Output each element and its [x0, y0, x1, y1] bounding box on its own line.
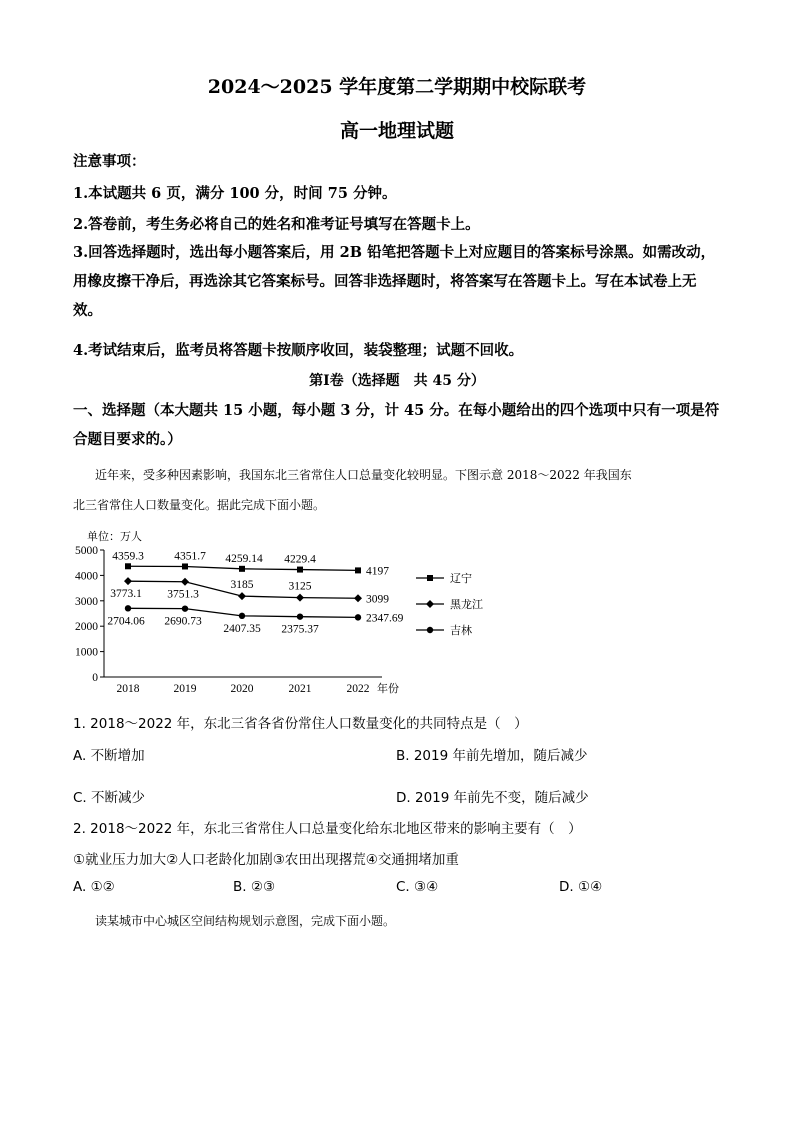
x-tick-label: 2018	[116, 683, 140, 695]
q2-stem: 2. 2018～2022 年，东北三省常住人口总量变化给东北地区带来的影响主要有（ ）	[73, 821, 582, 837]
y-tick-label: 4000	[75, 570, 98, 583]
q1-option-b: B. 2019 年前先增加，随后减少	[396, 748, 588, 764]
legend-label: 黑龙江	[450, 599, 483, 611]
q2-option-c: C. ③④	[396, 879, 439, 895]
data-label: 3185	[230, 579, 254, 592]
material-1-line-1: 近年来，受多种因素影响，我国东北三省常住人口总量变化较明显。下图示意 2018～2022 年我国东	[95, 468, 632, 482]
x-tick-label: 2019	[173, 683, 197, 695]
data-point-circle	[355, 614, 361, 620]
data-label: 3773.1	[110, 588, 142, 601]
data-point-circle	[125, 605, 131, 611]
note-item-3: 3.回答选择题时，选出每小题答案后，用 2B 铅笔把答题卡上对应题目的答案标号涂黑。如需改动，用橡皮擦干净后，再选涂其它答案标号。回答非选择题时，将答案写在答题卡上。写在本试卷上无效。	[73, 244, 716, 319]
data-label: 4351.7	[174, 550, 206, 563]
note-item-2: 2.答卷前，考生务必将自己的姓名和准考证号填写在答题卡上。	[73, 216, 480, 233]
note-item-1: 1.本试题共 6 页，满分 100 分，时间 75 分钟。	[73, 185, 397, 202]
legend-label: 吉林	[450, 625, 472, 637]
legend-label: 辽宁	[450, 573, 472, 585]
q1-stem: 1. 2018～2022 年，东北三省各省份常住人口数量变化的共同特点是（ ）	[73, 716, 528, 732]
data-point-diamond	[296, 594, 304, 602]
data-point-square	[125, 563, 131, 569]
data-label: 4197	[366, 565, 389, 578]
population-line-chart	[60, 522, 490, 700]
chart-unit-label: 单位：万人	[87, 531, 142, 543]
data-label: 4229.4	[284, 553, 316, 566]
exam-subtitle: 高一地理试题	[339, 120, 454, 142]
data-point-square	[182, 563, 188, 569]
q1-option-d: D. 2019 年前先不变，随后减少	[396, 790, 589, 806]
q2-option-a: A. ①②	[73, 879, 115, 895]
data-point-square	[297, 567, 303, 573]
y-tick-label: 2000	[75, 621, 98, 634]
section-title: 第Ⅰ卷（选择题 共 45 分）	[309, 373, 485, 389]
notes-heading: 注意事项：	[73, 153, 146, 170]
data-point-square	[239, 566, 245, 572]
material-1-line-2: 北三省常住人口数量变化。据此完成下面小题。	[73, 498, 326, 512]
data-point-circle	[239, 613, 245, 619]
x-tick-label: 2021	[288, 683, 312, 695]
data-label: 4259.14	[225, 552, 263, 565]
y-tick-label: 1000	[75, 646, 98, 659]
legend-marker-square	[427, 575, 433, 581]
data-label: 3125	[288, 580, 312, 593]
data-label: 3751.3	[167, 588, 199, 601]
q1-option-c: C. 不断减少	[73, 790, 146, 806]
data-label: 2690.73	[164, 615, 202, 628]
material-2: 读某城市中心城区空间结构规划示意图，完成下面小题。	[95, 914, 396, 928]
legend-marker-circle	[427, 627, 433, 633]
q2-items: ①就业压力加大②人口老龄化加剧③农田出现撂荒④交通拥堵加重	[73, 852, 459, 868]
x-axis-label: 年份	[377, 683, 399, 695]
data-label: 2704.06	[107, 615, 145, 628]
data-point-square	[355, 567, 361, 573]
q2-option-d: D. ①④	[559, 879, 603, 895]
x-tick-label: 2022	[346, 683, 370, 695]
data-label: 4359.3	[112, 550, 144, 563]
x-tick-label: 2020	[230, 683, 254, 695]
data-label: 2407.35	[223, 622, 261, 635]
data-point-circle	[297, 613, 303, 619]
note-item-4: 4.考试结束后，监考员将答题卡按顺序收回，装袋整理；试题不回收。	[73, 342, 524, 359]
legend-marker-diamond	[426, 600, 434, 608]
data-point-diamond	[238, 592, 246, 600]
data-label: 3099	[366, 593, 389, 606]
exam-title: 2024～2025 学年度第二学期期中校际联考	[207, 76, 587, 98]
q2-option-b: B. ②③	[233, 879, 276, 895]
y-tick-label: 0	[92, 672, 98, 684]
data-label: 2375.37	[281, 623, 319, 636]
data-point-diamond	[124, 577, 132, 585]
data-point-diamond	[354, 594, 362, 602]
y-tick-label: 3000	[75, 595, 98, 608]
y-tick-label: 5000	[75, 545, 98, 557]
q1-option-a: A. 不断增加	[73, 748, 145, 764]
data-label: 2347.69	[366, 612, 404, 625]
data-point-circle	[182, 605, 188, 611]
section-instruction: 一、选择题（本大题共 15 小题，每小题 3 分，计 45 分。在每小题给出的四个选项中只有一项是符合题目要求的。）	[73, 402, 720, 448]
data-point-diamond	[181, 578, 189, 586]
